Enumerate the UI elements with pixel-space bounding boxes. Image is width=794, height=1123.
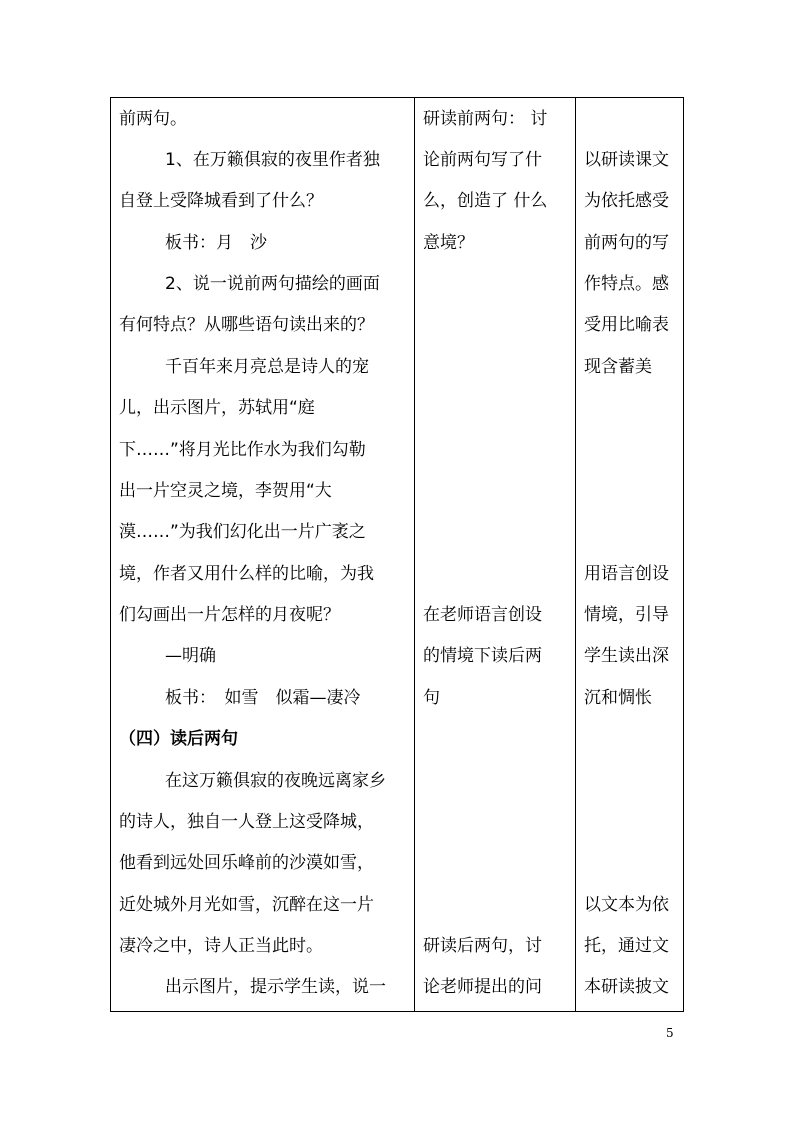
text-line: 在这万籁俱寂的夜晚远离家乡 bbox=[165, 771, 386, 791]
text-line: 研读前两句： 讨 bbox=[423, 109, 548, 129]
text-line: 近处城外月光如雪，沉醉在这一片 bbox=[119, 895, 374, 915]
text-line: 托，通过文 bbox=[584, 936, 669, 956]
text-line: 前两句。 bbox=[119, 109, 187, 129]
text-line: 千百年来月亮总是诗人的宠 bbox=[165, 357, 369, 377]
text-line: 板书： 如雪 似霜—凄冷 bbox=[165, 688, 361, 708]
text-line: 句 bbox=[423, 688, 440, 708]
student-activity-column bbox=[415, 98, 575, 1011]
text-line: 凄冷之中，诗人正当此时。 bbox=[119, 936, 323, 956]
text-line: 论前两句写了什 bbox=[423, 150, 542, 170]
text-line: 他看到远处回乐峰前的沙漠如雪， bbox=[119, 853, 374, 873]
text-line: 情境，引导 bbox=[584, 605, 669, 625]
text-line: 作特点。感 bbox=[584, 274, 669, 294]
text-line: 么，创造了 什么 bbox=[423, 191, 548, 211]
lesson-table bbox=[110, 97, 684, 1012]
text-line: 境，作者又用什么样的比喻，为我 bbox=[119, 564, 374, 584]
text-line: 有何特点？从哪些语句读出来的？ bbox=[119, 315, 374, 335]
text-line: 们勾画出一片怎样的月夜呢？ bbox=[119, 605, 340, 625]
text-line: 的情境下读后两 bbox=[423, 646, 542, 666]
text-line: 出示图片，提示学生读，说一 bbox=[165, 977, 386, 997]
text-line: 现含蓄美 bbox=[584, 357, 652, 377]
text-line: 漠……”为我们幻化出一片广袤之 bbox=[119, 522, 366, 542]
text-line: 沉和惆怅 bbox=[584, 688, 652, 708]
text-line: 在老师语言创设 bbox=[423, 605, 542, 625]
text-line: 自登上受降城看到了什么？ bbox=[119, 191, 323, 211]
page-number: 5 bbox=[666, 1026, 674, 1040]
design-intent-column bbox=[576, 98, 684, 1011]
text-line: 儿，出示图片，苏轼用“庭 bbox=[119, 398, 315, 418]
text-line: 受用比喻表 bbox=[584, 315, 669, 335]
teaching-process-column bbox=[111, 98, 414, 1011]
text-line: 前两句的写 bbox=[584, 233, 669, 253]
text-line: 出一片空灵之境，李贺用“大 bbox=[119, 481, 332, 501]
text-line: 下……”将月光比作水为我们勾勒 bbox=[119, 440, 366, 460]
text-line: 2、说一说前两句描绘的画面 bbox=[165, 274, 380, 294]
text-line: —明确 bbox=[165, 646, 216, 666]
text-line: 用语言创设 bbox=[584, 564, 669, 584]
text-line: 本研读披文 bbox=[584, 977, 669, 997]
text-line: 以研读课文 bbox=[584, 150, 669, 170]
section-heading: （四）读后两句 bbox=[119, 729, 238, 749]
text-line: 论老师提出的问 bbox=[423, 977, 542, 997]
text-line: 研读后两句，讨 bbox=[423, 936, 542, 956]
text-line: 板书：月 沙 bbox=[165, 233, 267, 253]
text-line: 为依托感受 bbox=[584, 191, 669, 211]
text-line: 意境？ bbox=[423, 233, 474, 253]
text-line: 以文本为依 bbox=[584, 895, 669, 915]
text-line: 学生读出深 bbox=[584, 646, 669, 666]
text-line: 的诗人，独自一人登上这受降城， bbox=[119, 812, 374, 832]
text-line: 1、在万籁俱寂的夜里作者独 bbox=[165, 150, 380, 170]
